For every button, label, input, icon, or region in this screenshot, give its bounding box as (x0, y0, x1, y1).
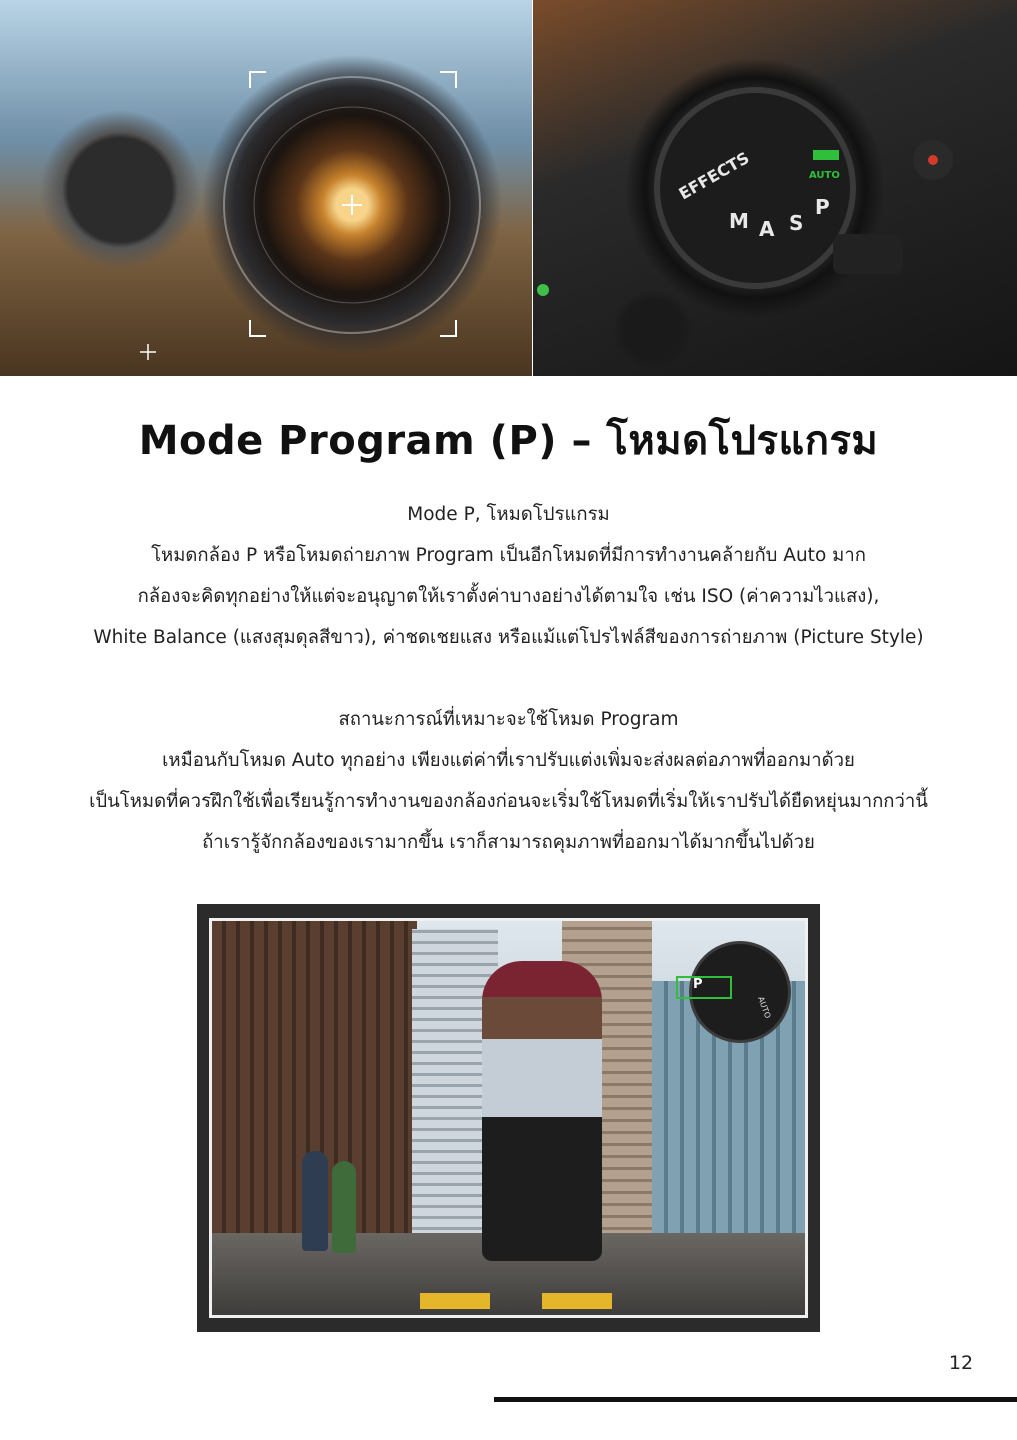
photographer-figure (482, 961, 602, 1261)
page-number: 12 (948, 1352, 974, 1374)
dial-label-a: A (759, 217, 775, 241)
selected-mode-highlight (676, 976, 732, 999)
photographer-photo-frame (197, 904, 820, 1332)
status-led-icon (537, 284, 549, 296)
camera-mode-dial-image (533, 0, 1017, 376)
pedestrian (302, 1151, 328, 1251)
lens-focus-overlay (0, 0, 532, 376)
photographer-photo (209, 918, 808, 1318)
body-line: เป็นโหมดที่ควรฝึกใช้เพื่อเรียนรู้การทำงานของกล้องก่อนจะเริ่มใช้โหมดที่เริ่มให้เราปรับได้ยืดหยุ่นมากกว่านี้ (89, 791, 928, 812)
body-line: ถ้าเรารู้จักกล้องของเรามากขึ้น เราก็สามารถคุมภาพที่ออกมาได้มากขึ้นไปด้วย (202, 832, 815, 853)
record-dot-icon (928, 155, 938, 165)
page-title: Mode Program (P) – โหมดโปรแกรม (138, 418, 879, 464)
section-heading: สถานะการณ์ที่เหมาะจะใช้โหมด Program (338, 709, 679, 730)
road-marking (542, 1293, 612, 1309)
dial-lever (833, 234, 903, 274)
camera-lens-image (0, 0, 532, 376)
footer-divider (494, 1397, 1017, 1402)
body-line: กล้องจะคิดทุกอย่างให้แต่จะอนุญาตให้เราตั้งค่าบางอย่างได้ตามใจ เช่น ISO (ค่าความไวแสง), (137, 586, 880, 607)
body-line: โหมดกล้อง P หรือโหมดถ่ายภาพ Program เป็นอีกโหมดที่มีการทำงานคล้ายกับ Auto มาก (151, 545, 866, 566)
section-use-cases (0, 699, 1017, 863)
auto-mode-label: AUTO (756, 995, 773, 1020)
dial-label-p: P (815, 195, 830, 219)
road-marking (420, 1293, 490, 1309)
section-mode-p (0, 494, 1017, 658)
dial-label-s: S (789, 211, 804, 235)
dial-label-effects: EFFECTS (675, 148, 753, 204)
pedestrian (332, 1161, 356, 1253)
auto-indicator-icon (813, 150, 839, 160)
hero-image-strip (0, 0, 1017, 376)
body-line: White Balance (แสงสุมดุลสีขาว), ค่าชดเชยแสง หรือแม้แต่โปรไฟล์สีของการถ่ายภาพ (Picture Style) (93, 627, 924, 648)
selected-mode-label: P (693, 977, 703, 992)
dial-label-m: M (729, 209, 749, 233)
section-heading: Mode P, โหมดโปรแกรม (407, 504, 610, 525)
dial-label-auto: AUTO (809, 170, 840, 181)
body-line: เหมือนกับโหมด Auto ทุกอย่าง เพียงแต่ค่าที่เราปรับแต่งเพิ่มจะส่งผลต่อภาพที่ออกมาด้วย (162, 750, 855, 771)
mode-dial-graphic (533, 0, 1017, 376)
